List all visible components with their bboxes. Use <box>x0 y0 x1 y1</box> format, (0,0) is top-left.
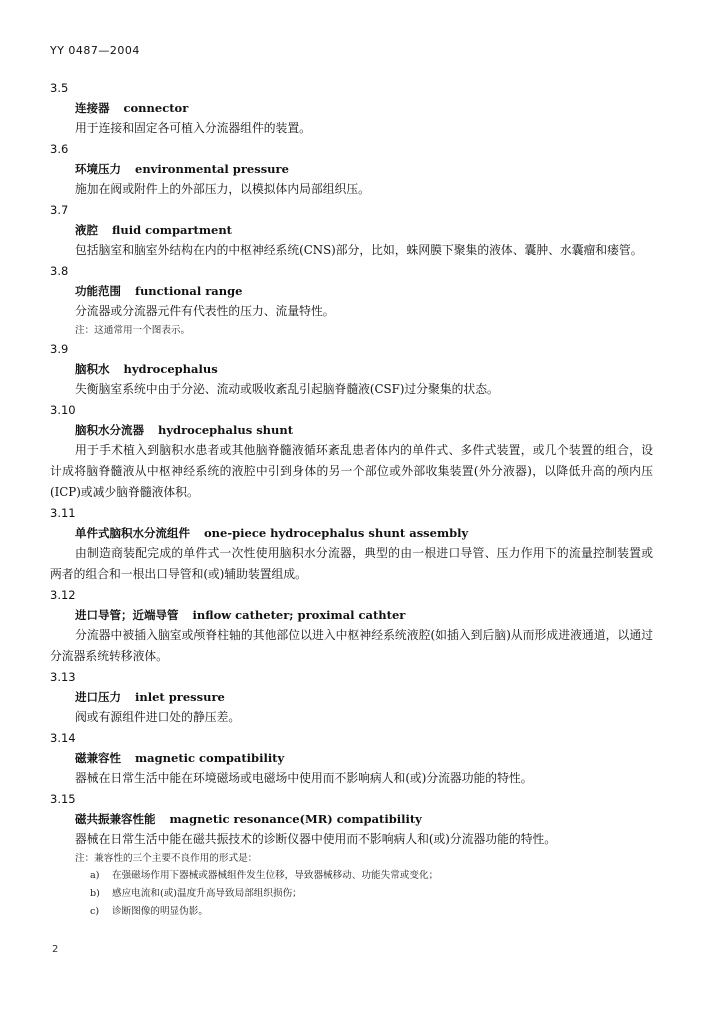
term-heading <box>75 809 715 829</box>
term-3-14 <box>0 728 715 789</box>
term-3-9 <box>0 339 715 400</box>
note-item-mark: c) <box>90 906 100 917</box>
term-definition: 器械在日常生活中能在环境磁场或电磁场中使用而不影响病人和(或)分流器功能的特性。 <box>75 771 533 785</box>
term-heading <box>75 220 715 240</box>
term-en: functional range <box>135 284 243 298</box>
term-en: connector <box>123 101 189 115</box>
term-heading <box>75 420 715 440</box>
term-number: 3.12 <box>50 588 76 602</box>
term-definition: 器械在日常生活中能在磁共振技术的诊断仪器中使用而不影响病人和(或)分流器功能的特性。 <box>75 832 557 846</box>
term-3-10 <box>0 400 715 503</box>
term-definition: 包括脑室和脑室外结构在内的中枢神经系统(CNS)部分，比如，蛛网膜下聚集的液体、囊肿、水囊瘤和瘘管。 <box>75 243 643 257</box>
term-heading <box>75 98 715 118</box>
note-item-mark: b) <box>90 888 100 899</box>
term-number: 3.15 <box>50 792 76 806</box>
term-cn: 功能范围 <box>75 284 121 298</box>
note-item-text: 感应电流和(或)温度升高导致局部组织损伤； <box>112 888 302 899</box>
term-number: 3.6 <box>50 142 69 156</box>
term-en: inlet pressure <box>135 690 225 704</box>
term-cn: 单件式脑积水分流组件 <box>75 526 190 540</box>
term-number: 3.9 <box>50 342 69 356</box>
term-number: 3.10 <box>50 403 76 417</box>
term-3-7 <box>0 200 715 261</box>
term-heading <box>75 605 715 625</box>
term-3-13 <box>0 667 715 728</box>
term-en: hydrocephalus <box>123 362 218 376</box>
term-3-15 <box>0 789 715 921</box>
term-3-12 <box>0 585 715 667</box>
terms-list <box>0 78 715 921</box>
term-en: fluid compartment <box>112 223 232 237</box>
page-number: 2 <box>52 944 59 955</box>
standard-id: YY 0487—2004 <box>50 44 140 57</box>
term-cn: 连接器 <box>75 101 110 115</box>
note-item <box>90 903 715 921</box>
note-item <box>90 867 715 885</box>
term-number: 3.5 <box>50 81 69 95</box>
term-number: 3.8 <box>50 264 69 278</box>
note-item <box>90 885 715 903</box>
term-definition: 用于连接和固定各可植入分流器组件的装置。 <box>75 121 311 135</box>
term-cn: 磁共振兼容性能 <box>75 812 156 826</box>
term-heading <box>75 687 715 707</box>
term-en: hydrocephalus shunt <box>158 423 294 437</box>
term-3-5 <box>0 78 715 139</box>
term-note: 注：这通常用一个图表示。 <box>75 325 191 336</box>
term-number: 3.14 <box>50 731 76 745</box>
term-definition: 施加在阀或附件上的外部压力，以模拟体内局部组织压。 <box>75 182 370 196</box>
term-heading <box>75 281 715 301</box>
term-en: inflow catheter; proximal cathter <box>192 608 406 622</box>
term-definition: 阀或有源组件进口处的静压差。 <box>75 710 241 724</box>
term-note: 注：兼容性的三个主要不良作用的形式是： <box>75 853 258 864</box>
term-3-6 <box>0 139 715 200</box>
term-3-11 <box>0 503 715 585</box>
term-3-8 <box>0 261 715 339</box>
note-item-text: 诊断图像的明显伪影。 <box>112 906 208 917</box>
term-number: 3.11 <box>50 506 76 520</box>
term-number: 3.13 <box>50 670 76 684</box>
term-cn: 磁兼容性 <box>75 751 121 765</box>
term-cn: 进口压力 <box>75 690 121 704</box>
term-definition: 分流器或分流器元件有代表性的压力、流量特性。 <box>75 304 335 318</box>
term-definition: 由制造商装配完成的单件式一次性使用脑积水分流器，典型的由一根进口导管、压力作用下的流量控制装置或两者的组合和一根出口导管和(或)辅助装置组成。 <box>50 546 653 581</box>
term-definition: 失衡脑室系统中由于分泌、流动或吸收紊乱引起脑脊髓液(CSF)过分聚集的状态。 <box>75 382 499 396</box>
term-definition: 分流器中被插入脑室或颅脊柱轴的其他部位以进入中枢神经系统液腔(如插入到后脑)从而形成进液通道，以通过分流器系统转移液体。 <box>50 628 653 663</box>
term-heading <box>75 359 715 379</box>
term-en: magnetic resonance(MR) compatibility <box>169 812 422 826</box>
term-heading <box>75 159 715 179</box>
term-en: magnetic compatibility <box>135 751 285 765</box>
term-cn: 液腔 <box>75 223 98 237</box>
term-number: 3.7 <box>50 203 69 217</box>
note-item-text: 在强磁场作用下器械或器械组件发生位移，导致器械移动、功能失常或变化； <box>112 870 439 881</box>
note-item-mark: a) <box>90 870 100 881</box>
term-cn: 脑积水 <box>75 362 110 376</box>
term-en: one-piece hydrocephalus shunt assembly <box>204 526 469 540</box>
term-cn: 环境压力 <box>75 162 121 176</box>
term-heading <box>75 523 715 543</box>
term-cn: 脑积水分流器 <box>75 423 144 437</box>
term-heading <box>75 748 715 768</box>
term-en: environmental pressure <box>135 162 289 176</box>
term-cn: 进口导管；近端导管 <box>75 608 179 622</box>
term-definition: 用于手术植入到脑积水患者或其他脑脊髓液循环紊乱患者体内的单件式、多件式装置，或几个装置的组合，设计成将脑脊髓液从中枢神经系统的液腔中引到身体的另一个部位或外部收集装置(外分液器)，以降低升高的颅内压(ICP)或减少脑脊髓液体积。 <box>50 443 653 499</box>
